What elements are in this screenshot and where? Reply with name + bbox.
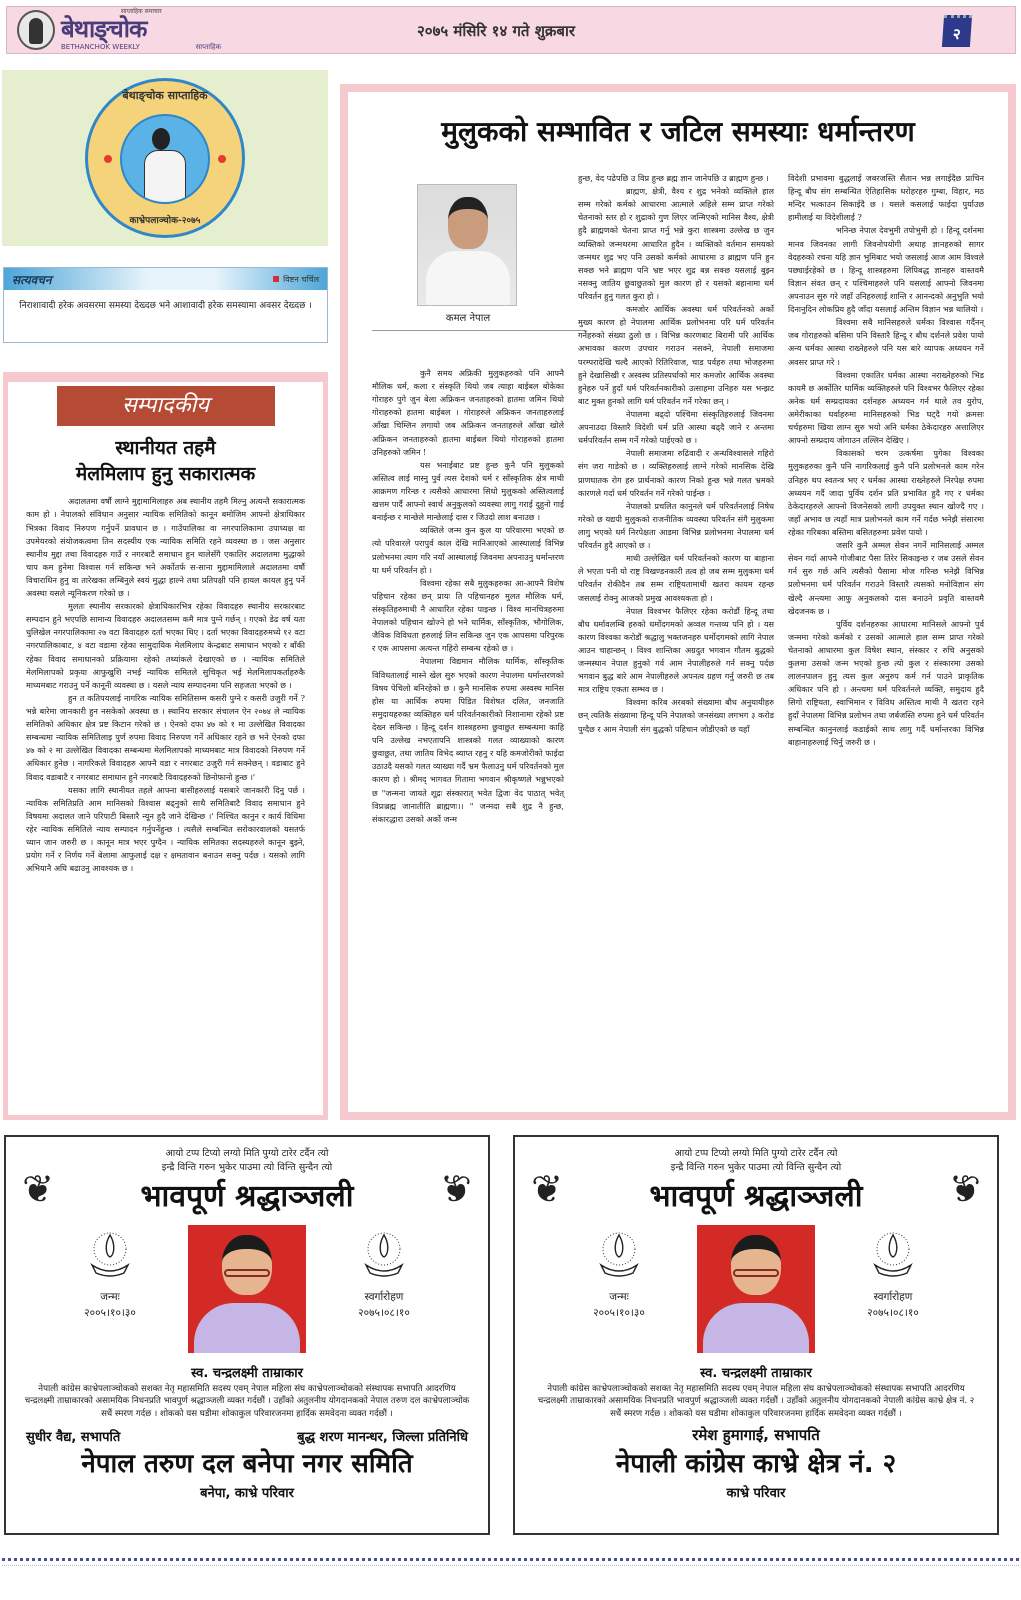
article-paragraph: नेपालमा बढ्दो पश्चिमा संस्कृतिहरुलाई जिवनमा अपनाउदा विस्तारै विदेशी धर्म प्रति आस्था बढ्दै जाने र अन्तमा धर्मपरिवर्तन सम्म गर्ने गरेको पाईएको छ । bbox=[578, 408, 774, 446]
article-paragraph: कमजोर आर्थिक अवस्था धर्म परिवर्तनको अर्को मुख्य कारण हो नेपालमा आर्थिक प्रलोभनमा परि धर्म परिवर्तन गर्नेहरुको संख्या ठुलो छ । विभिन्न कारणबाट बिरामी परि आर्थिक अभावका कारण उपचार गराउन नसक्ने, नेपाली समाजमा परम्परादेखि चल्दै आएको रितिरिवाज, चाड पर्वहरु तथा भोजहरुमा हुने देखासिखी र अस्वस्थ प्रतिस्पर्धाको मार कमजोर आर्थिक अवस्था हुनेहरु पर्ने हुदाँ धर्म परिवर्तनकारीको उत्साहमा उनिहरु यस भन्झट बाट मुक्त हुनको लागि धर्म परिवर्तन गर्ने गरेका छन् । bbox=[578, 304, 774, 406]
article-paragraph: यस भनाईबाट प्रष्ट हुन्छ कुनै पनि मुलुकको अस्तित्व लाई मास्नु पुर्व त्यस देशको धर्म र साँस्कृतिक क्षेत्र माथी आक्रमण गरिन्छ र त्यसैको आधारमा सिधो मुलुकको अस्तित्वलाई खत्तम पार्दै आफ्नो स्वार्थ अनुकुलको व्यवस्था लागु गराई दुहुनो गाई बनाईन्छ र मान्छेले मान्छेलाई दास र जिउदो लाश बनाउछ । bbox=[372, 459, 564, 523]
organization-subtitle: बनेपा, काभ्रे परिवार bbox=[200, 1486, 294, 1502]
ornament-corner-icon: ❦ bbox=[531, 1167, 563, 1211]
article-paragraph: नेपालमा विद्यमान मौलिक धार्मिक, साँस्कृतिक विविधतालाई मास्ने खेल सुरु भएको कारण नेपालमा धर्मान्तरणको विषय पेचिलो बनिरहेको छ । कुनै मानसिक रुपमा अस्वस्थ मानिस होस या आर्थिक रुपमा पिडित विशेषत दलित, जनजाति समुदायहरुका व्यक्तिहरु धर्म परिवर्तनकारीको निशानामा रहेको प्रष्ट देख्न सकिन्छ । हिन्दू दर्शन शास्त्रहरुमा छुवाछुत सम्बन्धमा काहि पनि उल्लेख नभएतापनि शास्त्रको गलत व्याख्याको कारण छुवाछुत, तथा जातिय विभेद ब्याप्त रहनु र यहि कमजोरीको फाईदा उठाउदै यसको गलत व्याख्या गर्दै भ्रम फैलाउनु धर्म परिवर्तनको मुल कारण हो । श्रीमद् भागवत गितामा भगवान श्रीकृष्णले भन्नुभएको छ "जन्मना जायते शूद्रः संस्कारात् भवेत द्विजः वेद पाठात् भवेत् विप्रःब्रह्म जानातीति ब्राह्मणः।। " जन्मदा सबै शुद्र नै हुन्छ, संकारद्धारा उसको अर्को जन्म bbox=[372, 656, 564, 824]
article-paragraph: व्यक्तिले जन्म कुन कुल या परिवारमा भएको छ त्यो परिवारले परापुर्व काल देखि मानिआएको आस्थालाई विभिन्न प्रलोभनमा त्याग गरि नयाँ आस्थालाई जिवनमा अपनाउनु धर्मान्तरण या धर्म परिवर्तन हो । bbox=[372, 525, 564, 575]
quote-title: सत्यवचन bbox=[12, 272, 52, 287]
article-paragraph: विश्वमा करिब अरबको संख्यामा बौध अनुयायीहरु छन् त्यतिकै संख्यामा हिन्दू पनि नेपालको जनसंख्या लगभग ३ करोड पुग्दैछ र आम नेपाली संग बुद्धको पहिचान जोडीएको छ यहाँ bbox=[578, 697, 774, 734]
author-photo bbox=[417, 184, 517, 306]
photo-glasses-shape bbox=[733, 1269, 779, 1277]
deceased-name: स्व. चन्द्रलक्ष्मी ताम्राकार bbox=[700, 1365, 812, 1381]
organization-name: नेपाल तरुण दल बनेपा नगर समिति bbox=[81, 1449, 413, 1480]
organization-name: नेपाली कांग्रेस काभ्रे क्षेत्र नं. २ bbox=[615, 1449, 897, 1480]
obituary-notice-left bbox=[4, 1135, 490, 1535]
obituary-poem bbox=[6, 1147, 488, 1175]
article-paragraph: पुर्विय दर्शनहरुका आधारमा मानिसले आफ्नो पुर्व जन्ममा गरेको कर्मको र उसको आत्माले हाल सम्म प्राप्त गरेको चेतनाको आधारमा कुल विषेश स्थान, संस्कार र रुचि अनुसको कुलमा उसको जन्म भएको हुन्छ त्यो कुल र संस्कारमा उसको लालनपालन हुनु त्यस कुल अनुरुप कर्म गर्न पाउने प्राकृतिक अधिकार पनि हो । अन्त्यमा धर्म परिवर्तनले व्यक्ति, समुदाय हुदै सिगो राष्ट्रियता, स्वाभिमान र विविध अस्तित्व माथी नै खतरा रहने हुदाँ नेपालमा विभिन्न प्रलोभन तथा जर्बजस्ति रुपमा हुने धर्म परिवर्तन सम्बन्धित कानुनलाई कडाईको साथ लागु गर्दै धर्मान्तरका विभिन्न बाहानाहरुलाई चिर्नु जरुरी छ । bbox=[788, 618, 984, 747]
article-paragraph: नेपाल विश्वभर फैलिएर रहेका करोडौं हिन्दू तथा बौध धर्मावलम्बि हरुको धर्मोदगमको अव्वल गन्तव्य पनि हो । यस कारण विश्वका करोडौं श्रद्धालु भक्तजनहरु धर्मोदगमको लागि नेपाल आउन चाहान्छन् । विश्व शान्तिका अग्रदुत भगवान गौतम बुद्धको जन्मस्थान नेपाल हुनुको गर्व आम नेपालीहरुले गर्न सक्नु पर्दछ भगवान बुद्ध बारे आम नेपालीहरुले अपनत्व ग्रहण गर्नु जरुरी छ तब मात्र राष्ट्रिय एकता सम्भव छ । bbox=[578, 605, 774, 695]
signatory-center: रमेश हुमागाई, सभापति bbox=[692, 1426, 820, 1445]
obituary-text: नेपाली कांग्रेस काभ्रेपलाञ्चोकको सशक्त नेतृ महासमिति सदस्य एवम् नेपाल महिला संघ काभ्रेपलाञ्चोकको संस्थापक सभापति आदरणिय चन्द्रलक्ष्मी ताम्राकारको असामयिक निधनप्रति भावपुर्ण श्रद्धाञ्जली व्यक्त गर्दछौं । उहाँको अतुलनीय योगदानकको नेपाल तरुण दल काभ्रेपलाञ्चोक सधैं स्मरण गर्दछ । शोकको यस घडीमा शोकाकुल परिवारजनमा हार्दिक समवेदना व्यक्त गर्दछौं । bbox=[24, 1383, 470, 1420]
issue-date: २०७५ मंसिरि १४ गते शुक्रबार bbox=[417, 22, 576, 40]
seal-figure-icon bbox=[120, 114, 210, 204]
deceased-name: स्व. चन्द्रलक्ष्मी ताम्राकार bbox=[191, 1365, 303, 1381]
article-paragraph: कुनै समय अफ्रिकी मुलुकहरुको पनि आफ्नै मौलिक धर्म, कला र संस्कृति थियो जब त्याहा बाईबल बोकेका गोराहरु पुगे जुन बेला अफ्रिकन जनताहरुको हातमा जमिन थियो गोराहरुको हातमा बाईबल । गोराहरुले अफ्रिकन जनताहरुलाई आँखा चिम्लिन लगायो जब अफ्रिकन जनताहरुले आँखा खोले अफ्रिकन जनताहरुको हातमा बाईबल थियो गोराहरुको हातमा उनिहरुको जमिन ! bbox=[372, 368, 564, 457]
logo-panel bbox=[2, 70, 328, 246]
birth-date-block bbox=[84, 1289, 136, 1323]
oil-lamp-icon bbox=[867, 1229, 919, 1281]
editorial-headline-line1: स्थानीयत तहमै bbox=[115, 437, 216, 459]
signatory-right: बुद्ध शरण मानन्धर, जिल्ला प्रतिनिधि bbox=[297, 1430, 468, 1446]
obituary-photo-row bbox=[6, 1225, 488, 1357]
author-body-shape bbox=[426, 251, 510, 306]
birth-date-block bbox=[593, 1289, 645, 1323]
editorial-banner: सम्पादकीय bbox=[57, 386, 275, 426]
byline-divider bbox=[372, 330, 586, 331]
editorial-headline bbox=[8, 436, 323, 487]
birth-side bbox=[559, 1225, 679, 1323]
article-paragraph: ब्राह्मण, क्षेत्री, वैश्य र शुद्र भनेको व्यक्तिले हाल सम्म गरेको कर्मको आधारमा आत्माले अहिले सम्म प्राप्त गरेको चेतनाको स्तर हो र शुद्राको गुण लिएर जन्मिएको मानिस वैश्य, क्षेत्री हुदै ब्राह्मणको चेतना प्राप्त गर्नु भन्ने कुरा शास्त्रमा उल्लेख छ जुन व्यक्तिको जन्मथरमा आधारित हुदैन । व्यक्तिको वर्तमान समयको जन्मथर शुद्र भए पनि उसको कर्मको आधारमा उ ब्राह्मण पनि हुन सक्छ भने ब्राह्मण पनि भ्रष्ट भएर शुद्र बन्न सक्छ यसलाई बुझ्न नसक्नु जातिय छुवाछुतको मुल कारण हो र यसको बहानामा धर्म परिवर्तन हुनु गलत कुरा हो । bbox=[578, 186, 774, 301]
ornament-corner-icon: ❦ bbox=[440, 1167, 472, 1211]
article-paragraph: विकासको चरम उत्कर्षमा पुगेका विश्वका मुलुकहरुका कुनै पनि नागरिकलाई कुनै पनि प्रलोभनले काम गरेन उनिहरु थप स्वतन्त्र भए र धर्मका आस्था राख्नेहरुले निरपेक्ष रुपमा अध्ययन गर्दै जादा पुर्विय दर्शन प्रति प्रभावित हुदै गए र धर्मका ठेकेदारहरुले आफ्नो विजनेसको लागी उपयुक्त स्थान खोज्दै गए । जहाँ अभाव छ त्यहाँ मात्र प्रलोभनले काम गर्ने गर्दछ भनेझै संसारमा रहेका गरिबका बस्तिमा बसितहरुमा प्रवेश पायो । bbox=[788, 448, 984, 537]
quote-author-name: विष्टन चर्चिल bbox=[283, 274, 319, 284]
editorial-paragraph: अदालतमा वर्षौ लाग्ने मुद्दामामिलाहरु अब स्थानीय तहमै मिल्नु अत्यन्तै सकारात्मक काम हो । नेपालको संविधान अनुसार न्यायिक समितिको कानून बमोजिम आफ्नो क्षेत्राधिकार भित्रका विवाद निरुपण गर्नुपर्ने प्रावधान छ । गाउँपालिका वा नगरपालिकामा उपाध्यक्ष वा उपमेयरको संयोजकत्वमा तिन सदस्यीय एक न्यायिक समिति रहने व्यवस्था छ । जस अनुसार स्थानीय मुद्दा तथा विवादहरु गाउँ र नगरबाटै समाधान हुन थालेसँगै एकातिर अदालतमा मुद्धाको चाप कम हुनेमा विश्वास गर्न सकिन्छ भने अर्कोतर्फ स-साना मुद्दामामिलाले अदालतमा वर्षौ विचाराधिन हुनु वा तारेखका लम्बिनुले स्वयं मुद्धा हाल्ने तथा प्रतिपक्षी पनि हायल कायल हुनु पर्ने अवस्था यसले न्यूनिकरण गरेको छ । bbox=[26, 496, 305, 599]
poem-line: आयो टप्प टिप्यो लग्यो मिति पुग्यो टारेर टर्दैन त्यो bbox=[674, 1148, 838, 1159]
editorial-body bbox=[8, 487, 323, 875]
article-left-column-wrap bbox=[372, 176, 564, 826]
death-date: २०७५।०८।१० bbox=[867, 1307, 919, 1320]
photo-head-shape bbox=[222, 1235, 272, 1295]
editorial-paragraph: मुलतः स्थानीय सरकारको क्षेत्राधिकारभित्र रहेका विवादहरु स्थानीय सरकारबाट सम्पदान हुने भएपछि सामान्य विवादहरु अदालतसम्म कमै मात्र पुग्ने गर्छन् । गएको डेढ वर्ष यता धुलिखेल नगरपालिकामा २७ वटा विवादहरु दर्ता भएका थिए । दर्ता भएका विवादहरुमध्ये १२ वटा नगरपालिकाबाट, ४ वटा वडामा रहेका सामुदायिक मेलमिलाप केन्द्रबाट समाधान भएको र बाँकी रहेका विवाद समाधानको प्रक्रियामा रहेको तथ्यांकले देखाएको छ । न्यायिक समितिले मेलमिलापको प्रकृया आफुखुशि नभई न्यायिक समितले सुचिकृत भई मेलमिलापकर्ताहरुकै माध्यमबाट गराउनु पर्ने कानूनी व्यवस्था छ । यसले न्याय सम्पादनमा पनि सहजता भएको छ । bbox=[26, 601, 305, 690]
main-article bbox=[340, 84, 1016, 1120]
author-name: कमल नेपाल bbox=[445, 313, 491, 324]
article-column-2 bbox=[578, 172, 774, 736]
death-label: स्वर्गारोहण bbox=[873, 1290, 913, 1303]
masthead-logo-icon bbox=[17, 10, 55, 50]
ornament-corner-icon: ❦ bbox=[22, 1167, 54, 1211]
article-paragraph: विश्वमा सबै मानिसहरुले धर्मका विश्वास गर्दैनन् जब गोराहरुको बसिमा पनि विस्तारै हिन्दू र बौध दर्शनले प्रवेश पायो अन्य धर्मका आस्था राख्नेहरुले पनि यस बारे व्यापक अध्ययन गर्ने अवसर प्राप्त गरे । bbox=[788, 317, 984, 367]
article-paragraph: विदेशी प्रभावमा बुद्धलाई जबरजस्ति सैतान भन्न लगाईदैछ प्राचिन हिन्दू बौध संग सम्बन्धित ऐतिहासिक धरोहरहरु गुम्बा, विहार, मठ मन्दिर भत्काउन सिकाईदै छ । यसले कसलाई फाईदा पुर्याउछ हामीलाई या विदेशीलाई ? bbox=[788, 173, 984, 223]
ornament-corner-icon: ❦ bbox=[949, 1167, 981, 1211]
poem-line: इन्द्रै विन्ति गरुन भुकेर पाउमा त्यो विन्ति सुन्दैन त्यो bbox=[161, 1161, 333, 1173]
obituary-notice-right bbox=[513, 1135, 999, 1535]
seal-dot-icon bbox=[218, 155, 226, 163]
quote-header bbox=[4, 268, 327, 290]
photo-head-shape bbox=[731, 1235, 781, 1295]
masthead-tagline: साप्ताहिक समाचार bbox=[121, 7, 162, 15]
death-side bbox=[324, 1225, 444, 1323]
oil-lamp-icon bbox=[593, 1229, 645, 1281]
masthead-subline bbox=[61, 43, 221, 52]
death-date-block bbox=[867, 1289, 919, 1323]
seal-top-text: बेथाङ्चोक साप्ताहिक bbox=[122, 89, 208, 102]
article-paragraph: नेपालको प्रचलित कानुनले धर्म परिवर्तनलाई निषेध गरेको छ यद्यपी मुलुकको राजनीतिक व्यवस्था परिवर्तन संगै मुलुकमा लागु भएको धर्म निरपेक्षता आडमा विभिन्न प्रलोभनमा नेपालमा धर्म परिवर्तन हुदै आएको छ । bbox=[578, 500, 774, 551]
editorial-section bbox=[3, 372, 328, 1120]
obituary-text: नेपाली कांग्रेस काभ्रेपलाञ्चोकको सशक्त नेतृ महासमिति सदस्य एवम् नेपाल महिला संघ काभ्रेपलाञ्चोकको संस्थापक सभापति आदरणिय चन्द्रलक्ष्मी ताम्राकारको असामयिक निधनप्रति भावपुर्ण श्रद्धाञ्जली व्यक्त गर्दछौं । उहाँको अतुलनीय योगदानकको नेपाली कांग्रेस काभ्रे क्षेत्र नं. २ सधैं स्मरण गर्दछ । शोकको यस घडीमा शोकाकुल परिवारजनमा हार्दिक समवेदना व्यक्त गर्दछौं । bbox=[537, 1383, 975, 1420]
obituary-poem bbox=[515, 1147, 997, 1175]
author-byline bbox=[417, 184, 519, 326]
photo-sari-shape bbox=[194, 1303, 300, 1353]
quote-text: निराशावादी हरेक अवसरमा समस्या देख्दछ भने आशावादी हरेक समस्यामा अवसर देख्दछ । bbox=[19, 301, 312, 311]
photo-sari-shape bbox=[703, 1303, 809, 1353]
deceased-photo bbox=[697, 1225, 815, 1353]
article-column-1 bbox=[372, 367, 564, 826]
article-paragraph: विश्वमा रहेका सबै मुलुकहरुका आ-आफ्नै विशेष पहिचान रहेका छन् प्रायः ति पहिचानहरु मुलत मौलिक धर्म, संस्कृतिहरुमाथी नै आधारित रहेका पाइन्छ । विश्व मानचित्रहरुमा नेपालको पहिचान खोज्ने हो भने धार्मिक, साँस्कृतिक, भौगोलिक, जैविक विविधता हरुलाई लिन सकिन्छ जुन एक आपसमा परिपुरक र एक आपसमा अत्यन्त गहिरो सम्बन्ध रहेको छ । bbox=[372, 577, 564, 654]
seal-dot-icon bbox=[104, 155, 112, 163]
masthead-title: बेथाङ्चोक bbox=[61, 14, 147, 43]
article-paragraph: विश्वमा एकातिर धर्मका आस्था नराख्नेहरुको भिड कायमै छ अर्कोतिर धार्मिक व्यक्तिहरुले पनि विश्वभर फैलिएर रहेका अनेक धर्म सम्प्रदायका दर्शनहरु अध्ययन गर्न थाले तव युरोप, अमेरीकाका धर्वाहरुमा मानिसहरुको भिड घट्दै गयो क्रमसः चर्चहरुमा खिया लाग्न सुरु भयो अनि धर्मका ठेकेदारहरु अत्तालिएर आफ्नो सम्प्रदाय जोगाउन तल्लिन देखिए । bbox=[788, 369, 984, 446]
obituary-title: भावपूर्ण श्रद्धाञ्जली bbox=[140, 1178, 354, 1214]
bullet-square-icon bbox=[273, 276, 279, 282]
article-paragraph: हुन्छ, वेद पढेपछि उ विप्र हुन्छ ब्रह्म ज्ञान जानेपछि उ ब्राह्मण हुन्छ । bbox=[578, 173, 769, 183]
obituary-title: भावपूर्ण श्रद्धाञ्जली bbox=[649, 1178, 863, 1214]
footer-dotted-divider bbox=[2, 1558, 1019, 1561]
editorial-paragraph: यसका लागि स्थानीयत तहले आफ्ना बासीहरुलाई यसबारे जानकारी दिनु पर्छ । न्यायिक समितिप्रति आम मानिसको विश्वास बढ्नुको साथै समितिबाटै विवाद समाधान हुने विषयमा अदालत जाने परिपाटी बिस्तारै न्यून हुदै जाने देखिन्छ ।' निश्चित कानुन र कार्य विधिमा रहेर न्यायिक समितिले न्याय सम्पादन गर्नुपर्नेहुन्छ । त्यसैले सम्बन्धित सरोकारवालको यसतर्फ ध्यान जान जरुरी छ । कानून मात्र भएर पुग्दैन । न्यायिक समितका सदस्यहरुले कानून बुझ्ने, प्रयोग गर्ने र निर्णय गर्ने बेलामा आफुलाई दक्ष र क्षमतावान बनाउन सक्नु पर्दछ । यसको लागि अभियानै अघि बढाउनु आवश्यक छ । bbox=[26, 784, 305, 874]
quote-box bbox=[3, 267, 328, 343]
masthead-english-name: BETHANCHOK WEEKLY bbox=[61, 42, 140, 51]
poem-line: आयो टप्प टिप्यो लग्यो मिति पुग्यो टारेर टर्दैन त्यो bbox=[165, 1148, 329, 1159]
article-title: मुलुकको सम्भावित र जटिल समस्याः धर्मान्तरण bbox=[441, 115, 915, 148]
article-column-3 bbox=[788, 172, 984, 749]
death-side bbox=[833, 1225, 953, 1323]
oil-lamp-icon bbox=[84, 1229, 136, 1281]
newspaper-seal-logo bbox=[85, 78, 245, 238]
signatories bbox=[6, 1421, 488, 1445]
seal-bottom-text: काभ्रेपलाञ्चोक-२०७५ bbox=[129, 216, 201, 226]
article-paragraph: नेपाली समाजमा रुढिवादी र अन्धविश्वासले गहिरो संग जरा गाडेको छ । व्यक्तिहरुलाई लाग्ने गरेको मानसिक देखि प्राणघातक रोग हरु प्रार्थनाको कारण निको हुन्छ भन्ने गलत भ्रमको कारणले गर्दा धर्म परिवर्तन गर्ने गरेको पाईन्छ । bbox=[578, 448, 774, 498]
poem-line: इन्द्रै विन्ति गरुन भुकेर पाउमा त्यो विन्ति सुन्दैन त्यो bbox=[670, 1161, 842, 1173]
birth-side bbox=[50, 1225, 170, 1323]
quote-author bbox=[273, 274, 319, 285]
signatory-left: सुधीर वैद्य, सभापति bbox=[26, 1430, 121, 1446]
masthead-subtitle: साप्ताहिक bbox=[195, 42, 221, 51]
birth-date: २००५।१०।३० bbox=[84, 1307, 136, 1320]
birth-label: जन्मः bbox=[100, 1290, 120, 1303]
article-paragraph: जसरि कुनै अम्मल सेवन नगर्ने मानिसलाई अम्मल सेवन गर्दा आफ्नै गोजीबाट पैसा तिरेर सिकाइन्छ र जब उसले सेवन गर्न सुरु गर्छ अनि त्यसैको पैसामा मोज गरिन्छ भनेझै विभिन्न प्रलोभनमा धर्म परिवर्तन गराउने विस्तारै त्यसको मनोविज्ञान संग खेल्दै अन्त्यमा आफु अनुकलको दास बनाउने प्रवृति वास्तवमै खेदजनक छ । bbox=[788, 540, 984, 616]
death-date-block bbox=[358, 1289, 410, 1323]
deceased-photo bbox=[188, 1225, 306, 1353]
masthead-title-block bbox=[61, 7, 221, 53]
birth-label: जन्मः bbox=[609, 1290, 629, 1303]
photo-glasses-shape bbox=[224, 1269, 270, 1277]
obituary-photo-row bbox=[515, 1225, 997, 1357]
organization-subtitle: काभ्रे परिवार bbox=[726, 1486, 786, 1502]
seal-middle-row bbox=[104, 114, 226, 204]
death-label: स्वर्गारोहण bbox=[364, 1290, 404, 1303]
article-paragraph: माथी उल्लेखित धर्म परिवर्तनको कारण या बाहाना ले भएता पनी यो राष्ट्र विखण्डनकारी तत्व हो जब सम्म मुलुकमा धर्म परिवर्तन रोकीदैन तब सम्म राष्ट्रियतामाथी खतरा कायम रहन्छ जसलाई रोक्नु आजको प्रमुख आवश्यकता हो । bbox=[578, 553, 774, 603]
masthead bbox=[6, 6, 1016, 54]
oil-lamp-icon bbox=[358, 1229, 410, 1281]
death-date: २०७५।०८।१० bbox=[358, 1307, 410, 1320]
footer-dotted-divider bbox=[2, 1565, 1019, 1566]
editorial-headline-line2: मेलमिलाप हुनु सकारात्मक bbox=[75, 462, 256, 485]
author-head-shape bbox=[448, 197, 488, 249]
birth-date: २००५।१०।३० bbox=[593, 1307, 645, 1320]
article-paragraph: भनिन्छ नेपाल देवभुमी तपोभुमी हो । हिन्दू दर्शनमा मानव जिवनका लागी जिवनोपयोगी अथाह ज्ञानहरुको सागर वेदहरुको रचना यहि ज्ञान भुमिबाट भयो जसलाई आज आम विश्वले पछ्याईरहेको छ । हिन्दू शास्त्रहरुमा लिपिबद्ध ज्ञानहरु वास्तवमै विज्ञान संवत छन् र पश्चिमाहरुले पनि यसलाई आफ्नो जिवनमा अपनाउन सुरु गरे जहाँ उनिहरुलाई शान्ति र आनन्दको अनुभुति भयो दिनानुदिन लोकप्रिय हुदै जाँदा यसलाई अन्तिम विज्ञान भन्न थालियो । bbox=[788, 225, 984, 315]
page-number-badge: २ bbox=[942, 15, 972, 47]
editorial-paragraph: हुन त कतिपयलाई नागरिक न्यायिक समितिसम्म कसरी पुग्ने र कसरी उजुरी गर्ने ? भन्ने बारेमा जानकारी हुन नसकेको अवस्था छ । स्थानिय सरकार संचालन ऐन २०७४ ले न्यायिक समितिको अधिकार क्षेत्र प्रष्ट किटान गरेको छ । ऐनको दफा ४७ को १ मा उल्लेखित विवादका सम्बन्धमा न्यायिक समितिलाइ पुर्ण रुपमा विवाद निरुपण गर्ने अधिकार रहने छ भने ऐनको दफा ४७ को २ मा उल्लेखित विवादका सम्बन्धमा मेलमिलापको माध्यमबाट मात्र विवादको निरुपण गर्ने अधिकार हुनेछ । नागरिकले विवादहरु आफ्नै वडा र नगरबाट उजुरी गर्न सक्नेछन् । वडाबाट हुने विवाद वडाबाटै र नगरबाट समाधान हुने नगरबाटै विवादहरुको छिनोफानो हुन्छ ।' bbox=[26, 692, 305, 782]
